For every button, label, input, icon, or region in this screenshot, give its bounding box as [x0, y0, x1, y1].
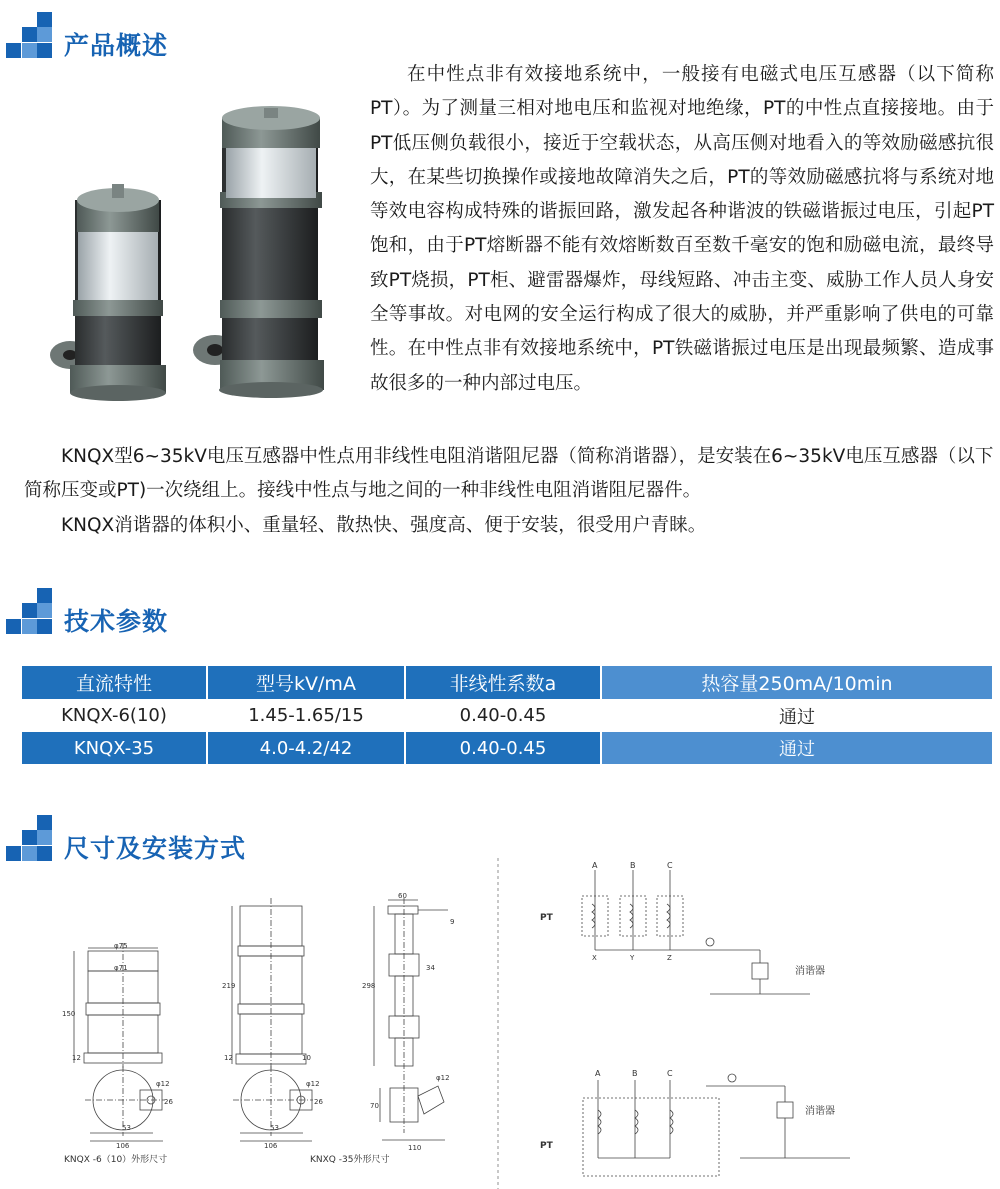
dim-label: 26 — [164, 1098, 173, 1106]
brand-squares-icon — [6, 588, 54, 636]
dim-label: 106 — [264, 1142, 278, 1150]
technical-drawings — [0, 858, 1000, 1189]
spec-table — [22, 666, 992, 764]
dim-label: 110 — [408, 1144, 422, 1152]
brand-squares-icon — [6, 12, 54, 60]
column-header: 热容量250mA/10min — [602, 666, 992, 699]
dim-label: 53 — [122, 1124, 131, 1132]
circuit-diagram-2 — [583, 1074, 850, 1176]
dim-label: φ12 — [156, 1080, 170, 1088]
column-header: 直流特性 — [22, 666, 208, 699]
dim-label: φ71 — [114, 964, 128, 972]
device-label: 消谐器 — [805, 1106, 835, 1117]
table-cell: 4.0-4.2/42 — [208, 732, 406, 764]
column-header: 非线性系数a — [406, 666, 602, 699]
section-title: 产品概述 — [64, 31, 169, 60]
phase-label: A — [595, 1069, 601, 1078]
dim-label: 70 — [370, 1102, 379, 1110]
section-title: 尺寸及安装方式 — [64, 834, 247, 863]
table-row — [22, 732, 992, 764]
dim-label: 12 — [224, 1054, 233, 1062]
dim-label: φ75 — [114, 942, 128, 950]
dim-label: φ12 — [306, 1080, 320, 1088]
drawing-knqx6 — [74, 943, 165, 1141]
dim-label: 53 — [270, 1124, 279, 1132]
description-paragraph: KNQX型6~35kV电压互感器中性点用非线性电阻消谐阻尼器（简称消谐器），是安装在6~35kV电压互感器（以下简称压变或PT)一次绕组上。接线中性点与地之间的一种非线性电阻消谐阻尼器件。 — [24, 446, 994, 502]
dim-label: 106 — [116, 1142, 130, 1150]
dim-label: φ12 — [436, 1074, 450, 1082]
table-cell: 1.45-1.65/15 — [208, 699, 406, 732]
dim-label: 150 — [62, 1010, 76, 1018]
dim-label: 9 — [450, 918, 455, 926]
table-header-row — [22, 666, 992, 699]
pt-label: PT — [540, 913, 553, 923]
phase-label: A — [592, 861, 598, 870]
dim-label: 298 — [362, 982, 376, 990]
dim-label: 12 — [72, 1054, 81, 1062]
table-cell: KNQX-6(10) — [22, 699, 208, 732]
table-cell: 0.40-0.45 — [406, 732, 602, 764]
circuit-diagram-1 — [582, 870, 810, 994]
terminal-label: X — [592, 954, 597, 962]
terminal-label: Z — [667, 954, 672, 962]
feature-paragraph: KNQX消谐器的体积小、重量轻、散热快、强度高、便于安装，很受用户青睐。 — [61, 515, 707, 536]
drawing2-caption: KNXQ -35外形尺寸 — [310, 1155, 390, 1165]
phase-label: B — [632, 1069, 638, 1078]
drawing-side-view — [374, 898, 448, 1140]
table-cell: 通过 — [602, 732, 992, 764]
drawing-knqx35 — [232, 898, 313, 1141]
table-cell: 通过 — [602, 699, 992, 732]
dim-label: 219 — [222, 982, 236, 990]
phase-label: C — [667, 861, 673, 870]
dim-label: 60 — [398, 892, 407, 900]
dim-label: 34 — [426, 964, 435, 972]
brand-squares-icon — [6, 815, 54, 863]
table-cell: KNQX-35 — [22, 732, 208, 764]
table-cell: 0.40-0.45 — [406, 699, 602, 732]
pt-label: PT — [540, 1141, 553, 1151]
product-photo — [40, 100, 370, 410]
table-row — [22, 699, 992, 732]
dim-label: 10 — [302, 1054, 311, 1062]
phase-label: B — [630, 861, 636, 870]
section-title: 技术参数 — [64, 607, 169, 636]
device-label: 消谐器 — [795, 966, 825, 977]
drawing1-caption: KNQX -6（10）外形尺寸 — [64, 1155, 168, 1165]
column-header: 型号kV/mA — [208, 666, 406, 699]
phase-label: C — [667, 1069, 673, 1078]
dim-label: 26 — [314, 1098, 323, 1106]
terminal-label: Y — [630, 954, 635, 962]
intro-paragraph: 在中性点非有效接地系统中，一般接有电磁式电压互感器（以下简称PT）。为了测量三相对地电压和监视对地绝缘，PT的中性点直接接地。由于PT低压侧负载很小，接近于空载状态，从高压侧对地看入的等效励磁感抗很大，在某些切换操作或接地故障消失之后，PT的等效励磁感抗将与系统对地等效电容构成特殊的谐振回路，激发起各种谐波的铁磁谐振过电压，引起PT饱和，由于PT熔断器不能有效熔断数百至数千毫安的饱和励磁电流，最终导致PT烧损，PT柜、避雷器爆炸，母线短路、冲击主变、威胁工作人员人身安全等事故。对电网的安全运行构成了很大的威胁，并严重影响了供电的可靠性。在中性点非有效接地系统中，PT铁磁谐振过电压是出现最频繁、造成事故很多的一种内部过电压。 — [370, 64, 994, 394]
